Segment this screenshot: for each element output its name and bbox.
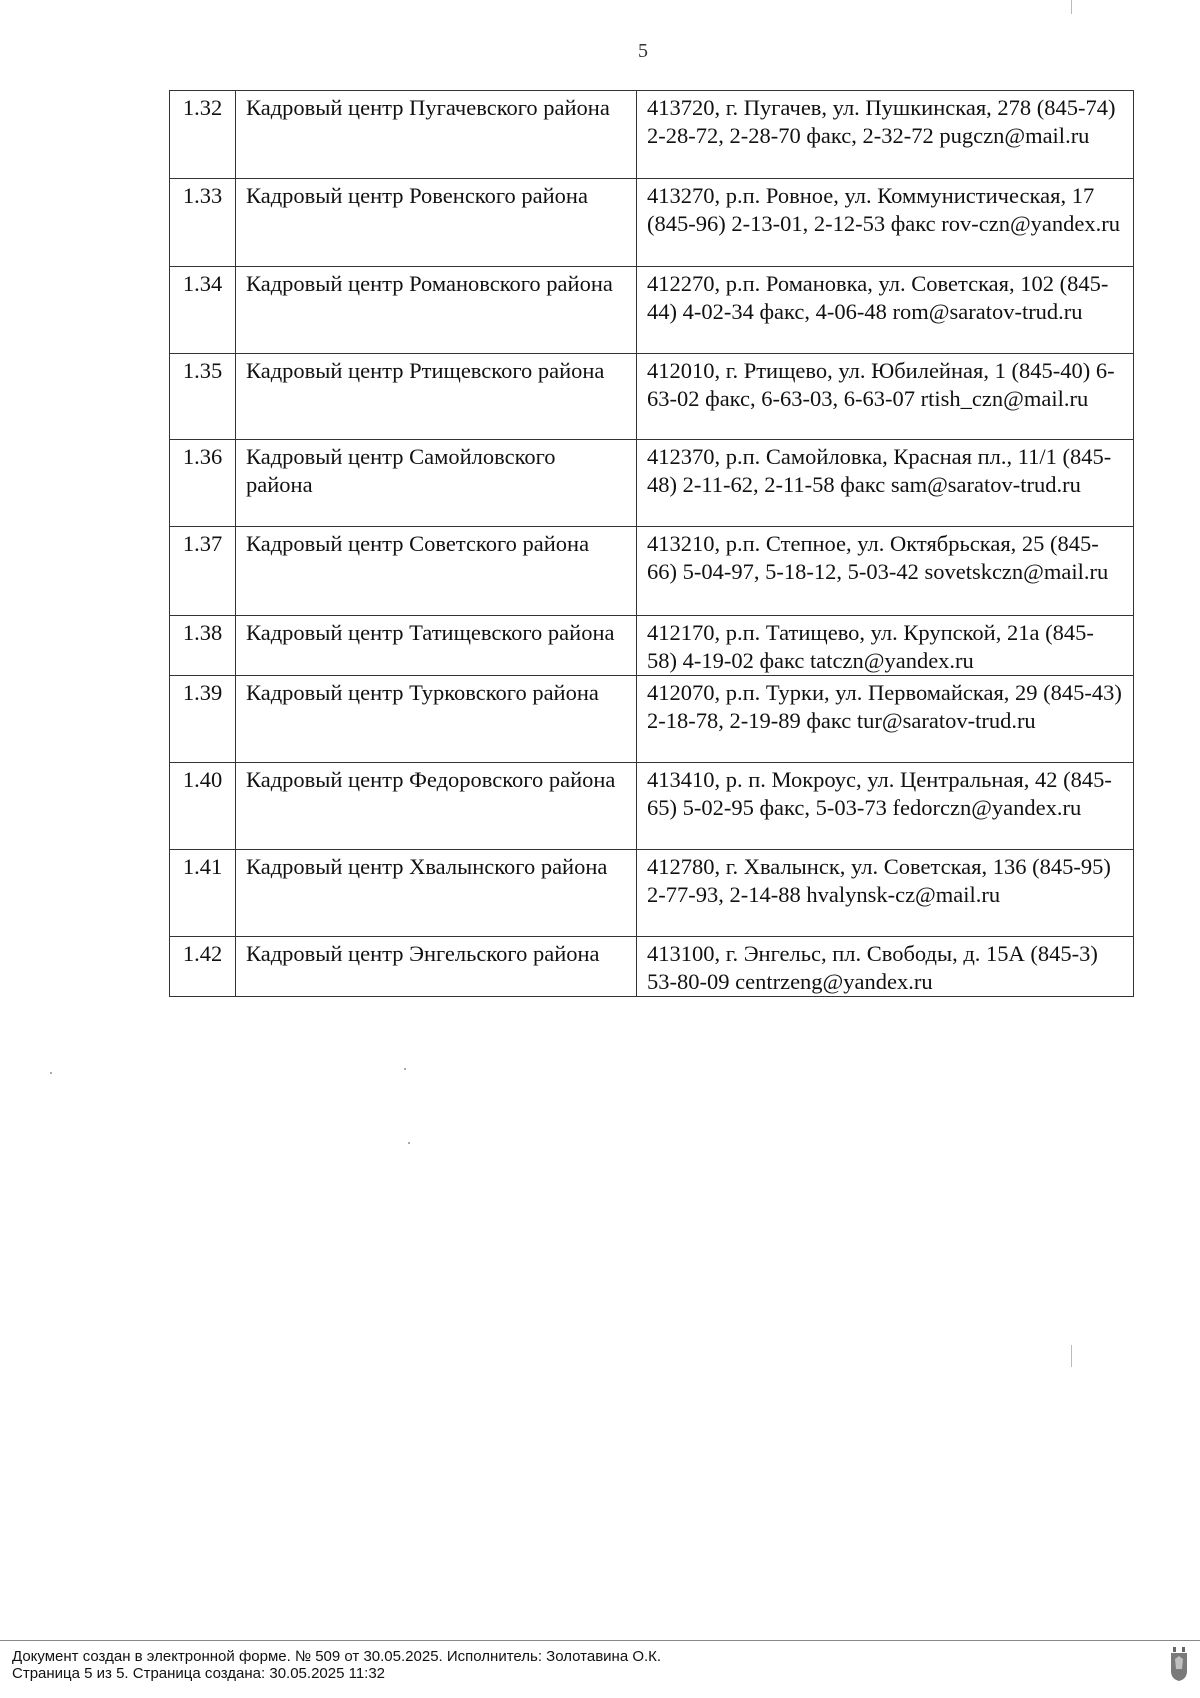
row-number: 1.35 [170, 354, 236, 440]
center-contacts: 412270, р.п. Романовка, ул. Советская, 102 (845-44) 4-02-34 факс, 4-06-48 rom@saratov-trud.ru [637, 267, 1134, 354]
row-number: 1.42 [170, 937, 236, 997]
electronic-document-footer [12, 1648, 661, 1682]
table-row [170, 527, 1134, 616]
coat-of-arms-icon [1170, 1647, 1188, 1681]
center-name: Кадровый центр Самойловского района [236, 440, 637, 527]
footer-divider [0, 1640, 1200, 1641]
center-contacts: 412370, р.п. Самойловка, Красная пл., 11/1 (845-48) 2-11-62, 2-11-58 факс sam@saratov-trud.ru [637, 440, 1134, 527]
table-row [170, 91, 1134, 179]
table-row [170, 440, 1134, 527]
employment-centers-table [169, 90, 1134, 997]
row-number: 1.37 [170, 527, 236, 616]
center-contacts: 412070, р.п. Турки, ул. Первомайская, 29 (845-43) 2-18-78, 2-19-89 факс tur@saratov-trud.ru [637, 676, 1134, 763]
page-number: 5 [638, 40, 648, 62]
row-number: 1.32 [170, 91, 236, 179]
table-row [170, 616, 1134, 676]
table-row [170, 267, 1134, 354]
table-row [170, 179, 1134, 267]
row-number: 1.41 [170, 850, 236, 937]
center-contacts: 413100, г. Энгельс, пл. Свободы, д. 15А (845-3) 53-80-09 centrzeng@yandex.ru [637, 937, 1134, 997]
scan-artifact [50, 1072, 52, 1074]
center-name: Кадровый центр Пугачевского района [236, 91, 637, 179]
row-number: 1.40 [170, 763, 236, 850]
center-name: Кадровый центр Ртищевского района [236, 354, 637, 440]
center-name: Кадровый центр Советского района [236, 527, 637, 616]
table-row [170, 850, 1134, 937]
table-row [170, 354, 1134, 440]
footer-page-info: Страница 5 из 5. Страница создана: 30.05.2025 11:32 [12, 1665, 386, 1682]
center-contacts: 413720, г. Пугачев, ул. Пушкинская, 278 (845-74) 2-28-72, 2-28-70 факс, 2-32-72 pugczn@mail.ru [637, 91, 1134, 179]
center-contacts: 413410, р. п. Мокроус, ул. Центральная, 42 (845-65) 5-02-95 факс, 5-03-73 fedorczn@yandex.ru [637, 763, 1134, 850]
center-name: Кадровый центр Федоровского района [236, 763, 637, 850]
center-contacts: 413210, р.п. Степное, ул. Октябрьская, 25 (845-66) 5-04-97, 5-18-12, 5-03-42 sovetskczn@mail.ru [637, 527, 1134, 616]
row-number: 1.33 [170, 179, 236, 267]
table-row [170, 937, 1134, 997]
center-name: Кадровый центр Турковского района [236, 676, 637, 763]
center-contacts: 412010, г. Ртищево, ул. Юбилейная, 1 (845-40) 6-63-02 факс, 6-63-03, 6-63-07 rtish_czn@mail.ru [637, 354, 1134, 440]
row-number: 1.39 [170, 676, 236, 763]
row-number: 1.34 [170, 267, 236, 354]
center-contacts: 412170, р.п. Татищево, ул. Крупской, 21а (845-58) 4-19-02 факс tatczn@yandex.ru [637, 616, 1134, 676]
footer-document-info: Документ создан в электронной форме. № 509 от 30.05.2025. Исполнитель: Золотавина О.К. [12, 1648, 662, 1665]
scan-artifact [1071, 1345, 1072, 1367]
center-name: Кадровый центр Татищевского района [236, 616, 637, 676]
center-name: Кадровый центр Романовского района [236, 267, 637, 354]
center-contacts: 412780, г. Хвалынск, ул. Советская, 136 (845-95) 2-77-93, 2-14-88 hvalynsk-cz@mail.ru [637, 850, 1134, 937]
table-row [170, 763, 1134, 850]
scan-artifact [1071, 0, 1072, 14]
center-name: Кадровый центр Хвалынского района [236, 850, 637, 937]
table-row [170, 676, 1134, 763]
center-contacts: 413270, р.п. Ровное, ул. Коммунистическая, 17 (845-96) 2-13-01, 2-12-53 факс rov-czn@yandex.ru [637, 179, 1134, 267]
row-number: 1.38 [170, 616, 236, 676]
center-name: Кадровый центр Энгельского района [236, 937, 637, 997]
row-number: 1.36 [170, 440, 236, 527]
center-name: Кадровый центр Ровенского района [236, 179, 637, 267]
scan-artifact [404, 1068, 406, 1070]
scan-artifact [408, 1142, 410, 1144]
